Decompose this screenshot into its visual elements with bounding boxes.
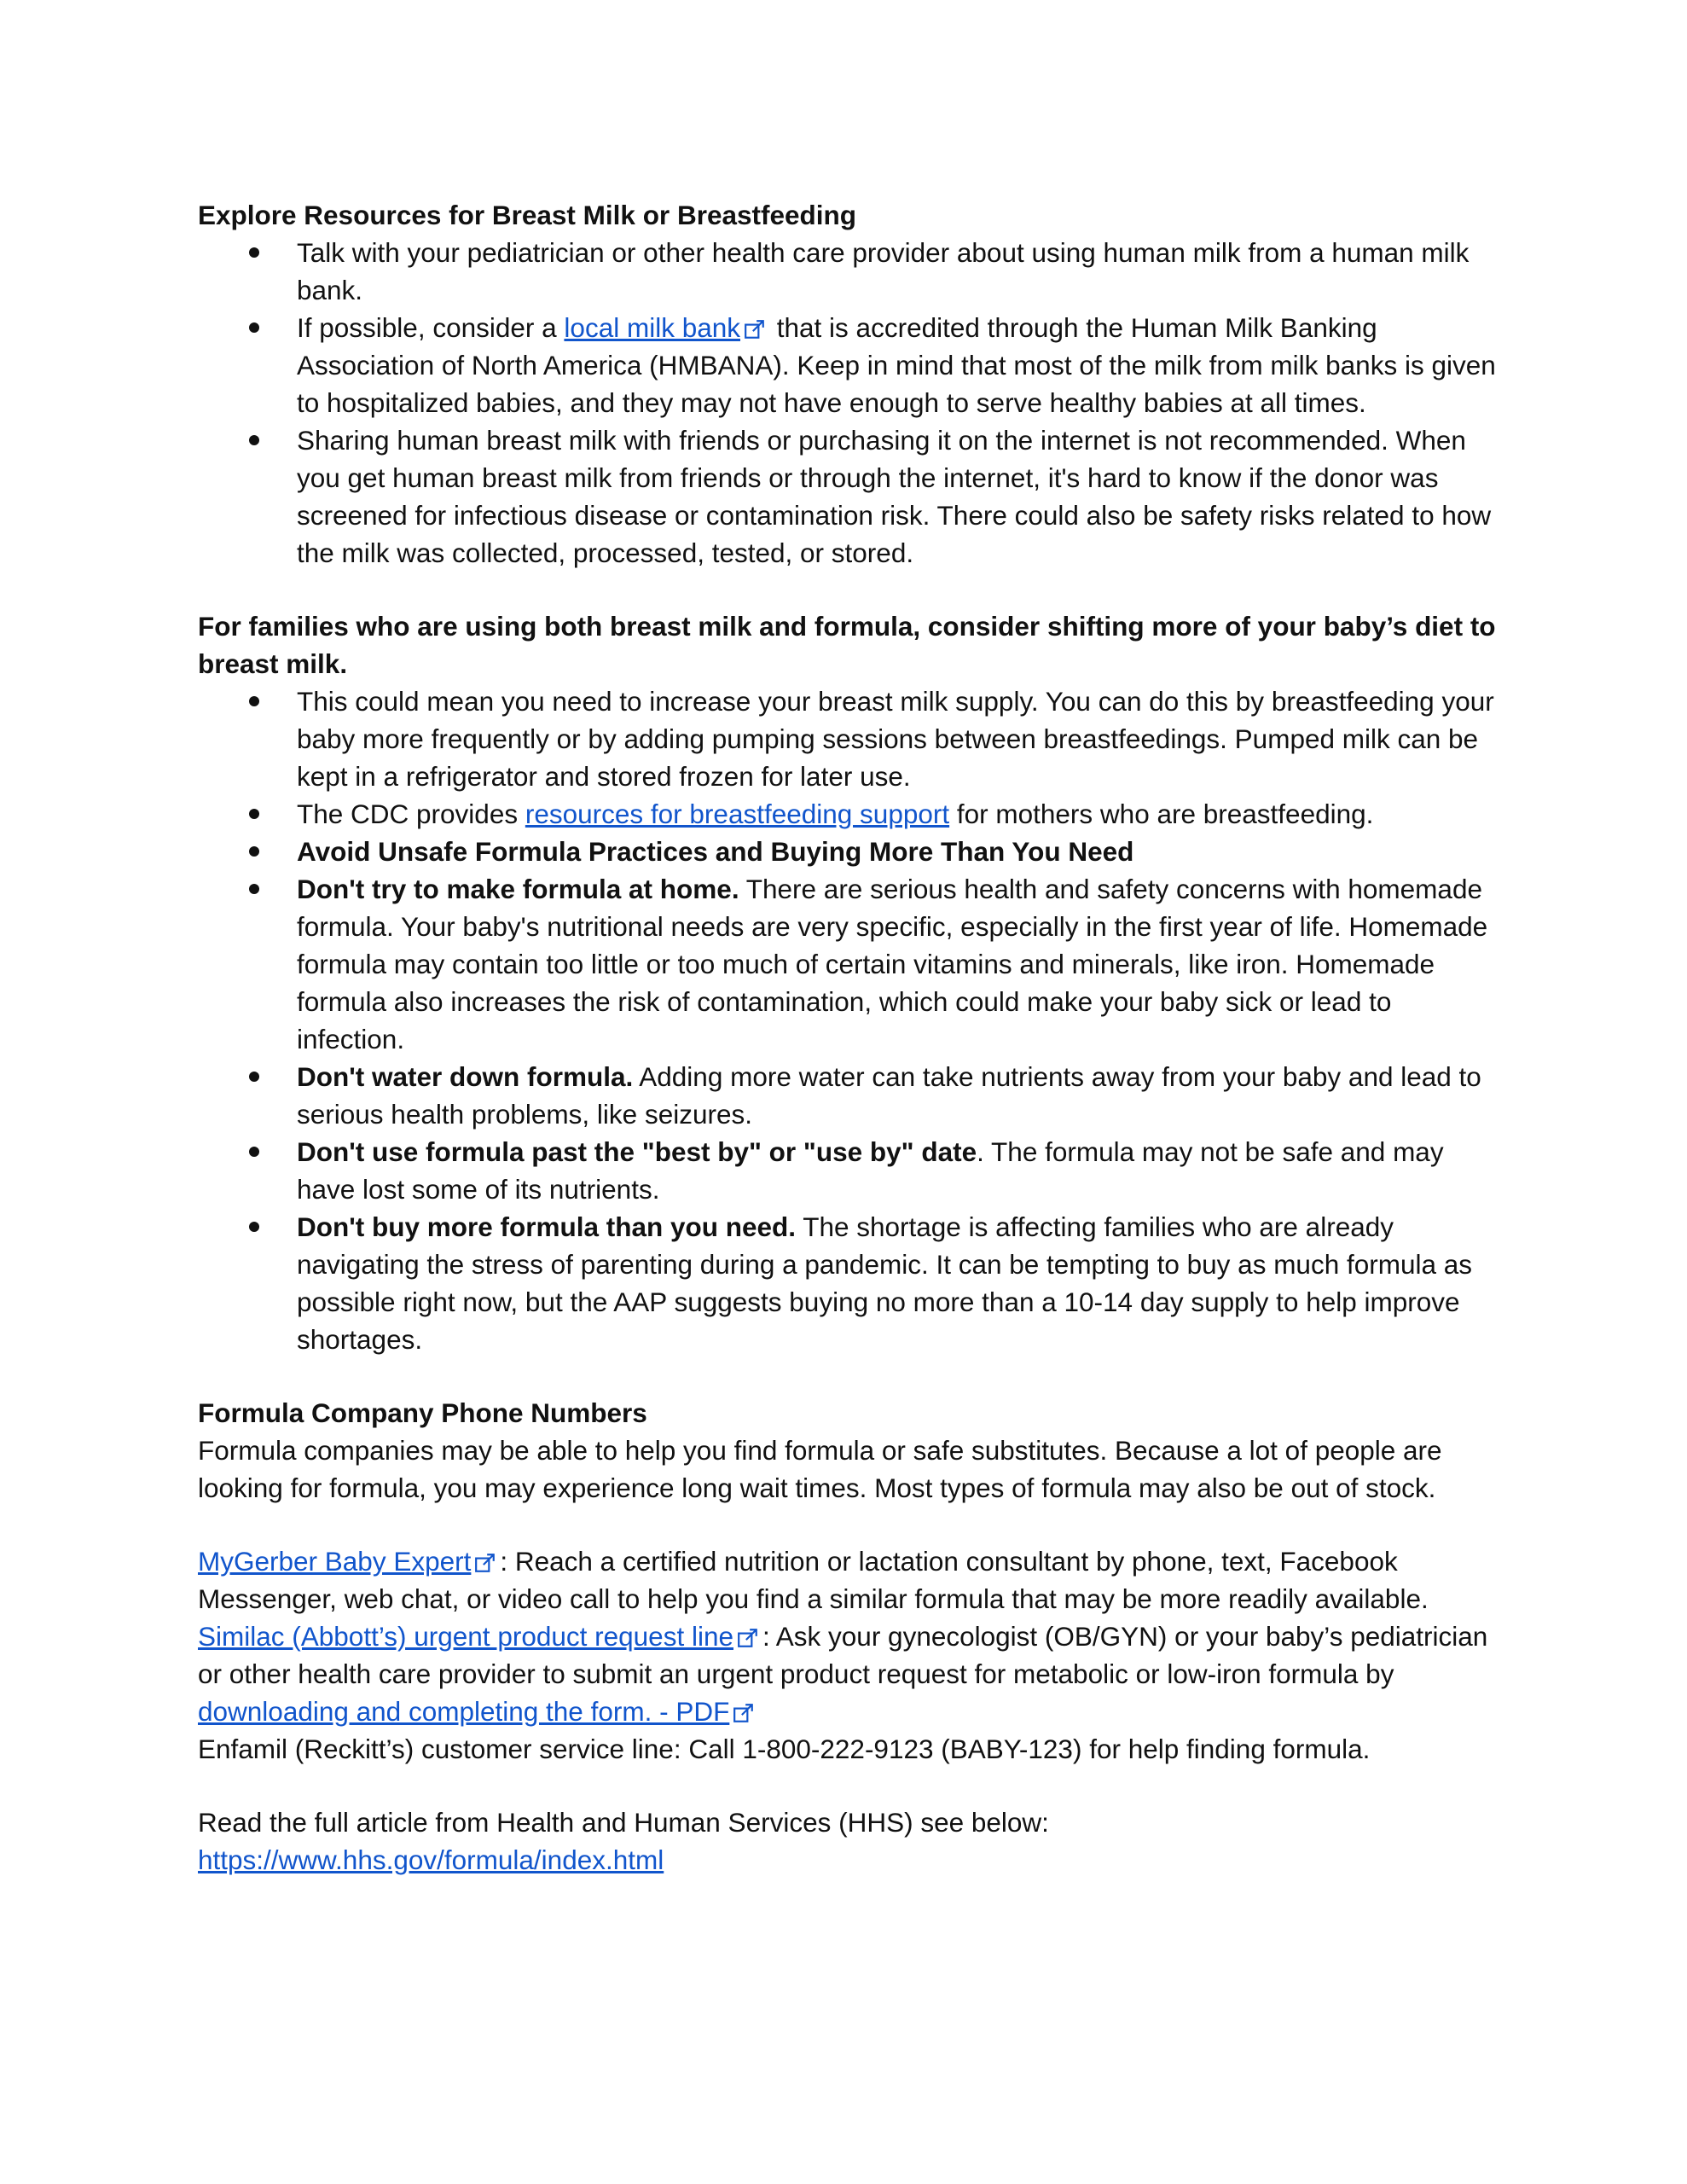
section-heading-breast-milk-resources: Explore Resources for Breast Milk or Breastfeeding xyxy=(198,200,856,230)
external-link-icon[interactable] xyxy=(744,318,766,340)
list-item-text: The shortage is affecting families who are already navigating the stress of parenting during a pandemic. It can be tempting to buy as much formula as possible right now, but the AAP suggests buying no more than a 10-14 day supply to help improve shortages. xyxy=(297,1211,1473,1355)
list-item xyxy=(198,870,1503,1058)
spacer xyxy=(198,572,1503,607)
list-item xyxy=(198,1058,1503,1133)
list-item-text: There are serious health and safety concerns with homemade formula. Your baby's nutritional needs are very specific, especially in the first year of life. Homemade formula may contain too little or too much of certain vitamins and minerals, like iron. Homemade formula also increases the risk of contamination, which could make your baby sick or lead to infection. xyxy=(297,874,1488,1054)
document-page xyxy=(198,196,1503,1879)
hhs-formula-url-link[interactable]: https://www.hhs.gov/formula/index.html xyxy=(198,1844,664,1875)
gerber-description: : Reach a certified nutrition or lactation consultant by phone, text, Facebook Messenger, web chat, or video call to help you find a similar formula that may be more readily available. xyxy=(198,1546,1429,1614)
external-link-icon[interactable] xyxy=(474,1552,496,1574)
shift-diet-list xyxy=(198,682,1503,1358)
formula-companies-intro: Formula companies may be able to help you find formula or safe substitutes. Because a lot of people are looking for formula, you may experience long wait times. Most types of formula may also be out of stock. xyxy=(198,1435,1442,1503)
bullet-icon xyxy=(249,247,259,258)
similac-description: : Ask your gynecologist (OB/GYN) or your baby’s pediatrician or other health care provider to submit an urgent product request for metabolic or low-iron formula by xyxy=(198,1621,1488,1689)
list-item xyxy=(198,795,1503,833)
bullet-icon xyxy=(249,696,259,706)
list-item-text: If possible, consider a xyxy=(297,312,565,343)
bullet-icon xyxy=(249,846,259,857)
section-heading-shift-diet: For families who are using both breast milk and formula, consider shifting more of your baby’s diet to breast milk. xyxy=(198,611,1496,679)
bullet-icon xyxy=(249,322,259,333)
bullet-icon xyxy=(249,1147,259,1157)
similac-paragraph xyxy=(198,1618,1503,1730)
enfamil-paragraph: Enfamil (Reckitt’s) customer service line: Call 1-800-222-9123 (BABY-123) for help finding formula. xyxy=(198,1734,1371,1764)
local-milk-bank-link[interactable]: local milk bank xyxy=(564,312,741,343)
list-item xyxy=(198,234,1503,309)
list-item-bold-text: Don't buy more formula than you need. xyxy=(297,1211,797,1242)
list-item-bold-text: Don't try to make formula at home. xyxy=(297,874,739,904)
list-item-text: Adding more water can take nutrients away from your baby and lead to serious health problems, like seizures. xyxy=(297,1061,1481,1130)
footer-text: Read the full article from Health and Human Services (HHS) see below: xyxy=(198,1807,1049,1838)
list-item-text: The CDC provides xyxy=(297,799,525,829)
list-item-bold-text: Avoid Unsafe Formula Practices and Buying More Than You Need xyxy=(297,836,1134,867)
list-item-text: . The formula may not be safe and may have lost some of its nutrients. xyxy=(297,1136,1444,1205)
list-item xyxy=(198,1133,1503,1208)
mygerber-baby-expert-link[interactable]: MyGerber Baby Expert xyxy=(198,1546,472,1577)
list-item-text: Talk with your pediatrician or other health care provider about using human milk from a human milk bank. xyxy=(297,237,1470,305)
list-item xyxy=(198,421,1503,572)
external-link-icon[interactable] xyxy=(733,1702,755,1724)
spacer xyxy=(198,1507,1503,1542)
breastfeeding-support-link[interactable]: resources for breastfeeding support xyxy=(525,799,950,829)
external-link-icon[interactable] xyxy=(737,1627,759,1649)
list-item xyxy=(198,1208,1503,1358)
bullet-icon xyxy=(249,1222,259,1232)
similac-urgent-request-link[interactable]: Similac (Abbott’s) urgent product request line xyxy=(198,1621,733,1652)
spacer xyxy=(198,1358,1503,1394)
list-item xyxy=(198,833,1503,870)
section-heading-formula-phone-numbers: Formula Company Phone Numbers xyxy=(198,1397,647,1428)
list-item-bold-text: Don't water down formula. xyxy=(297,1061,634,1092)
bullet-icon xyxy=(249,435,259,445)
list-item-text: Sharing human breast milk with friends or purchasing it on the internet is not recommended. When you get human breast milk from friends or through the internet, it's hard to know if the donor was screened for infectious disease or contamination risk. There could also be safety risks related to how the milk was collected, processed, tested, or stored. xyxy=(297,425,1492,568)
list-item-text: This could mean you need to increase your breast milk supply. You can do this by breastfeeding your baby more frequently or by adding pumping sessions between breastfeedings. Pumped milk can be kept in a refrigerator and stored frozen for later use. xyxy=(297,686,1494,792)
breast-milk-resources-list xyxy=(198,234,1503,572)
download-form-pdf-link[interactable]: downloading and completing the form. - PDF xyxy=(198,1696,730,1727)
list-item-text: that is accredited through the Human Milk Banking Association of North America (HMBANA). Keep in mind that most of the milk from milk banks is given to hospitalized babies, and they may not have enough to serve healthy babies at all times. xyxy=(297,312,1496,418)
bullet-icon xyxy=(249,1072,259,1082)
footer-url-paragraph xyxy=(198,1841,1503,1879)
list-item-text: for mothers who are breastfeeding. xyxy=(949,799,1374,829)
spacer xyxy=(198,1768,1503,1804)
bullet-icon xyxy=(249,809,259,819)
list-item xyxy=(198,682,1503,795)
list-item xyxy=(198,309,1503,421)
gerber-paragraph xyxy=(198,1542,1503,1618)
bullet-icon xyxy=(249,884,259,894)
list-item-bold-text: Don't use formula past the "best by" or "use by" date xyxy=(297,1136,977,1167)
